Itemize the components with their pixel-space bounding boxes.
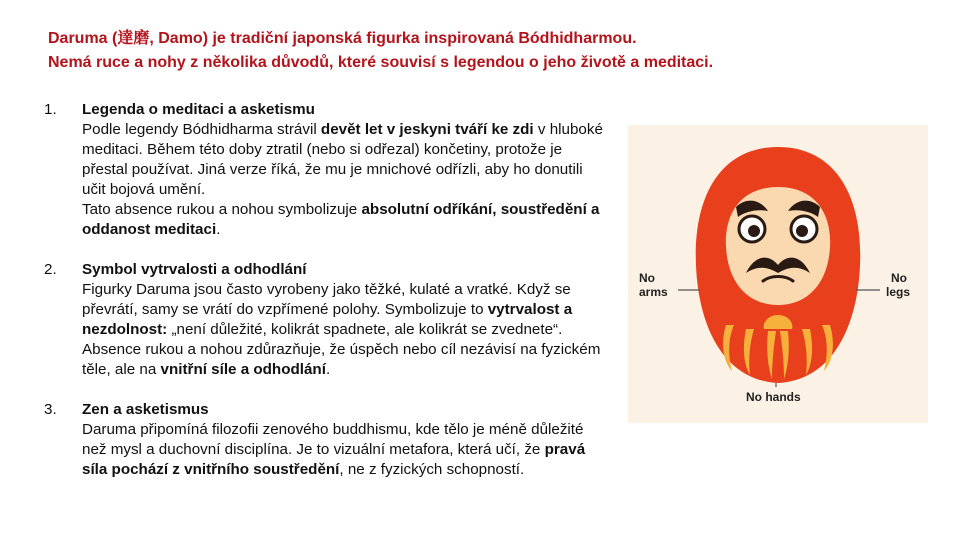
list-item <box>40 400 610 480</box>
text: Absence rukou a nohou zdůrazňuje, že úspěch nebo cíl nezávisí na fyzickém těle, ale na <box>82 341 601 378</box>
item-paragraph <box>82 200 610 240</box>
item-number: 3. <box>44 401 57 418</box>
text: Tato absence rukou a nohou symbolizuje <box>82 201 362 218</box>
emphasis: devět let v jeskyni tváří ke zdi <box>320 121 534 138</box>
no-legs-label <box>886 271 910 299</box>
text: . <box>216 221 221 238</box>
emphasis: vnitřní síle a odhodlání <box>160 361 326 378</box>
item-paragraph <box>82 120 610 200</box>
text: . <box>325 361 331 378</box>
item-number: 2. <box>44 261 57 278</box>
label-line: No <box>639 271 655 285</box>
label-line: No <box>891 271 907 285</box>
item-paragraph <box>82 340 610 380</box>
text: , ne z fyzických schopností. <box>339 461 525 478</box>
item-title: Legenda o meditaci a asketismu <box>82 101 315 118</box>
text: Podle legendy Bódhidharma strávil <box>82 121 321 138</box>
slide-heading <box>48 27 928 75</box>
emphasis: pravá síla pochází z vnitřního soustředění <box>82 441 586 478</box>
label-line: legs <box>886 285 911 299</box>
text: „není důležité, kolikrát spadnete, ale kolikrát se zvednete“. <box>167 321 563 338</box>
item-title: Zen a asketismus <box>82 401 209 418</box>
list-item <box>40 260 610 380</box>
emphasis: vytrvalost a nezdolnost: <box>82 301 573 338</box>
heading-line-1: Daruma (達磨, Damo) je tradiční japonská figurka inspirovaná Bódhidharmou. <box>48 30 637 47</box>
reasons-list <box>40 100 610 500</box>
emphasis: absolutní odříkání, soustředění a oddanost meditaci <box>82 201 600 238</box>
item-paragraph <box>82 280 610 340</box>
no-hands-label: No hands <box>746 390 801 404</box>
text: v hluboké meditaci. Během této doby ztratil (nebo si odřezal) končetiny, protože je přestal používat. Jiná verze říká, že mu je mnichové odřízli, aby ho donutili učit bojová umění. <box>82 121 603 198</box>
daruma-illustration <box>628 125 928 423</box>
item-number: 1. <box>44 101 57 118</box>
no-arms-label <box>639 271 668 299</box>
item-paragraph <box>82 420 610 480</box>
daruma-figure-icon <box>628 125 928 423</box>
label-line: arms <box>639 285 668 299</box>
text: Figurky Daruma jsou často vyrobeny jako těžké, kulaté a vratké. Když se převrátí, samy se vrátí do vzpřímené polohy. Symbolizuje to <box>82 281 571 318</box>
heading-line-2: Nemá ruce a nohy z několika důvodů, které souvisí s legendou o jeho životě a meditaci. <box>48 54 714 71</box>
item-title: Symbol vytrvalosti a odhodlání <box>82 261 307 278</box>
list-item <box>40 100 610 240</box>
text: Daruma připomíná filozofii zenového buddhismu, kde tělo je méně důležité než mysl a duchovní disciplína. Je to vizuální metafora, která učí, že <box>82 421 584 458</box>
